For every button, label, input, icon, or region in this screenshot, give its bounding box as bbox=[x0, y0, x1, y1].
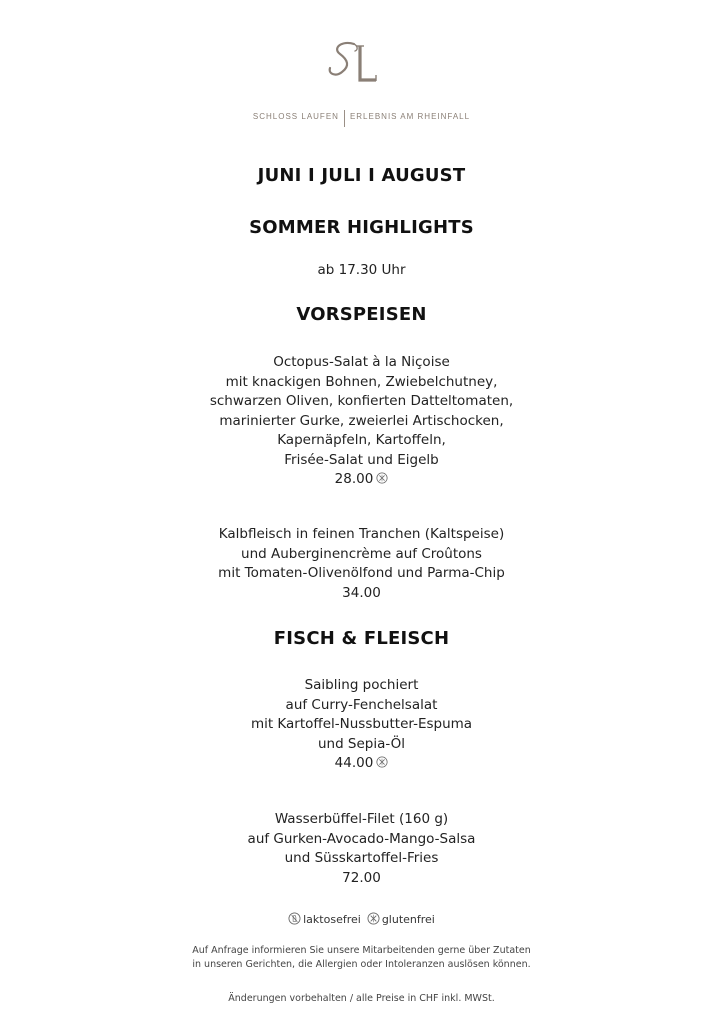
dish-line: mit knackigen Bohnen, Zwiebelchutney, bbox=[225, 373, 498, 390]
brand-line bbox=[0, 112, 723, 127]
dish-line: Kalbfleisch in feinen Tranchen (Kaltspeise) bbox=[218, 526, 505, 542]
dish-price: 28.00 bbox=[334, 471, 374, 487]
dish-line: auf Gurken-Avocado-Mango-Salsa bbox=[247, 830, 476, 847]
dish-price-row bbox=[0, 754, 723, 774]
dish-line: Kapernäpfeln, Kartoffeln, bbox=[277, 432, 446, 448]
serving-time: ab 17.30 Uhr bbox=[317, 262, 406, 278]
price-disclaimer: Änderungen vorbehalten / alle Preise in CHF inkl. MWSt. bbox=[228, 993, 495, 1004]
dish-price: 44.00 bbox=[334, 755, 374, 771]
gluten-free-icon bbox=[367, 912, 380, 925]
dish-line: mit Kartoffel-Nussbutter-Espuma bbox=[250, 716, 473, 732]
dish-price: 72.00 bbox=[342, 869, 381, 886]
highlights-title: SOMMER HIGHLIGHTS bbox=[249, 217, 474, 238]
brand-tagline: ERLEBNIS AM RHEINFALL bbox=[349, 112, 471, 121]
gluten-free-icon bbox=[376, 472, 388, 484]
lactose-free-icon bbox=[288, 912, 301, 925]
schloss-laufen-logo bbox=[320, 38, 384, 88]
dish-line: Octopus-Salat à la Niçoise bbox=[273, 354, 450, 370]
gluten-free-icon bbox=[376, 756, 388, 768]
section-heading-mains: FISCH & FLEISCH bbox=[273, 628, 450, 649]
dish-price-row bbox=[0, 470, 723, 490]
allergy-note-line: in unseren Gerichten, die Allergien oder Intoleranzen auslösen können. bbox=[192, 959, 531, 970]
allergy-note bbox=[0, 944, 723, 972]
dish-octopus bbox=[0, 353, 723, 490]
dish-line: mit Tomaten-Olivenölfond und Parma-Chip bbox=[218, 565, 505, 581]
diet-legend bbox=[0, 912, 723, 926]
brand-name: SCHLOSS LAUFEN bbox=[252, 112, 339, 121]
allergy-note-line: Auf Anfrage informieren Sie unsere Mitarbeitenden gerne über Zutaten bbox=[192, 945, 531, 956]
dish-veal bbox=[0, 525, 723, 603]
lactose-free-label: laktosefrei bbox=[303, 913, 361, 926]
section-heading-starters: VORSPEISEN bbox=[296, 304, 427, 325]
dish-line: auf Curry-Fenchelsalat bbox=[285, 696, 438, 713]
dish-line: schwarzen Oliven, konfierten Datteltomaten, bbox=[209, 393, 514, 409]
dish-line: Saibling pochiert bbox=[304, 677, 419, 693]
gluten-free-label: glutenfrei bbox=[381, 913, 435, 926]
dish-line: und Süsskartoffel-Fries bbox=[284, 850, 439, 866]
brand-divider bbox=[344, 110, 345, 127]
dish-char bbox=[0, 676, 723, 774]
dish-line: Frisée-Salat und Eigelb bbox=[284, 451, 439, 468]
season-title: JUNI I JULI I AUGUST bbox=[257, 165, 466, 186]
dish-line: und Sepia-Öl bbox=[317, 735, 406, 752]
dish-line: Wasserbüffel-Filet (160 g) bbox=[274, 811, 449, 827]
dish-buffalo bbox=[0, 810, 723, 888]
dish-line: marinierter Gurke, zweierlei Artischocken, bbox=[219, 412, 504, 429]
dish-line: und Auberginencrème auf Croûtons bbox=[241, 545, 482, 562]
dish-price: 34.00 bbox=[342, 584, 381, 601]
